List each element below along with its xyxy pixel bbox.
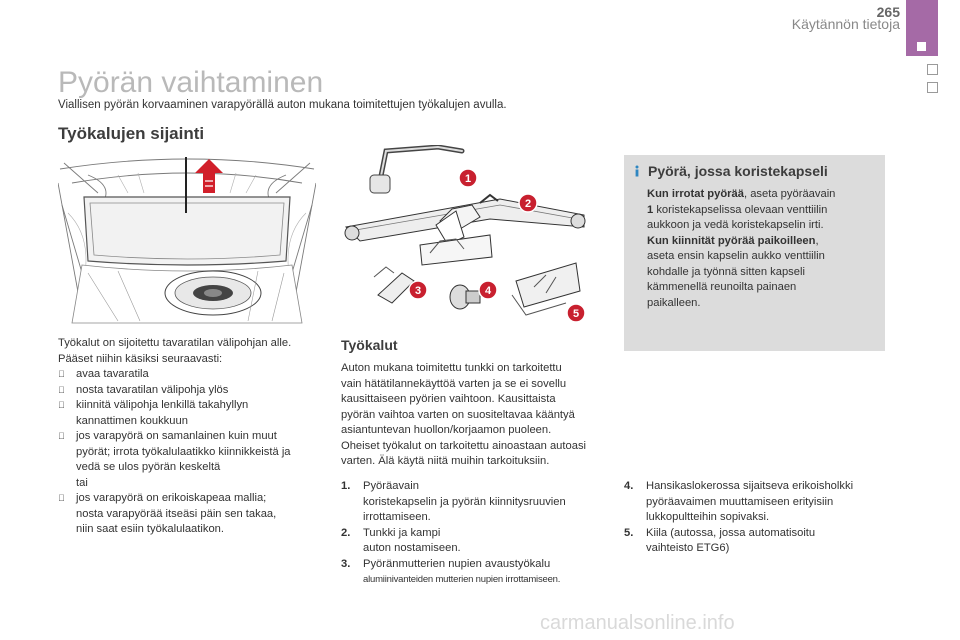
section-tab-active[interactable]	[906, 0, 938, 56]
bullet-icon	[58, 398, 76, 414]
bullet-icon	[58, 491, 76, 507]
callout-badge-icon	[518, 193, 538, 213]
page-title: Pyörän vaihtaminen	[58, 66, 324, 99]
step-text: jos varapyörä on samanlainen kuin muut	[76, 430, 277, 442]
svg-text:1: 1	[464, 173, 472, 185]
bullet-icon	[58, 367, 76, 383]
tools-paragraph-line: varten. Älä käytä niitä muihin tarkoituksiin.	[341, 455, 550, 467]
bullet-icon	[58, 429, 76, 445]
section-tab[interactable]	[927, 64, 938, 75]
info-bold: Kun kiinnität pyörää paikoilleen	[647, 234, 816, 247]
item-text: auton nostamiseen.	[363, 542, 461, 554]
location-intro-line: Työkalut on sijoitettu tavaratilan välipohjan alle.	[58, 337, 292, 349]
item-text: pyöräavaimen muuttamiseen erityisiin	[646, 495, 834, 508]
step-text: vedä se ulos pyörän keskeltä	[76, 461, 221, 473]
section-heading-location: Työkalujen sijainti	[58, 124, 205, 143]
info-ref-number: 1	[647, 203, 654, 216]
tools-paragraph-line: asiantuntevan huollon/korjaamon puoleen.	[341, 424, 552, 436]
info-body	[647, 187, 875, 311]
callout-4	[478, 280, 498, 305]
item-text: Hansikaslokerossa sijaitseva erikoisholkki	[646, 480, 854, 492]
list-item	[624, 526, 894, 542]
tools-list-right	[624, 479, 894, 557]
step-text: tai	[76, 476, 88, 489]
svg-text:3: 3	[414, 285, 422, 297]
info-text: kohdalle ja työnnä sitten kapseli	[647, 265, 805, 278]
page-subtitle: Viallisen pyörän korvaaminen varapyörällä auton mukana toimitettujen työkalujen avulla.	[58, 99, 507, 111]
callout-3	[408, 280, 428, 305]
step-text: nosta tavaratilan välipohja ylös	[76, 383, 229, 396]
info-bold: Kun irrotat pyörää	[647, 188, 744, 200]
item-number: 3.	[341, 557, 351, 570]
section-label: Käytännön tietoja	[791, 16, 900, 32]
callout-badge-icon	[478, 280, 498, 300]
tools-paragraph-line: Auton mukana toimitettu tunkki on tarkoitettu	[341, 362, 562, 374]
info-text: aukkoon ja vedä koristekapselin irti.	[647, 219, 824, 231]
tools-paragraph	[341, 361, 611, 470]
item-text: lukkopultteihin sopivaksi.	[646, 511, 770, 523]
watermark: carmanualsonline.info	[540, 612, 735, 634]
step-text: kiinnitä välipohja lenkillä takahyllyn	[76, 399, 249, 411]
list-item	[341, 526, 616, 542]
callout-5	[566, 303, 586, 328]
location-text	[58, 336, 328, 538]
step-text: pyörät; irrota työkalulaatikko kiinnikkeistä ja	[76, 445, 291, 458]
item-number: 1.	[341, 480, 351, 492]
item-text: Tunkki ja kampi	[363, 526, 441, 539]
trunk-illustration	[58, 153, 316, 325]
tools-paragraph-line: Oheiset työkalut on tarkoitettu ainoastaan autoasi	[341, 439, 587, 452]
item-note: alumiinivanteiden mutterien nupien irrottamiseen.	[363, 574, 561, 585]
info-icon	[632, 165, 642, 177]
info-text: koristekapselissa olevaan venttiilin	[653, 203, 828, 216]
step-text: niin saat esiin työkalulaatikon.	[76, 523, 225, 535]
info-text: , aseta pyöräavain	[743, 188, 836, 200]
svg-text:2: 2	[524, 198, 532, 210]
tools-paragraph-line: kausittaiseen pyörien vaihtoon. Kausittaista	[341, 393, 556, 405]
list-item	[341, 479, 616, 495]
svg-text:5: 5	[572, 308, 580, 320]
tab-square-icon	[917, 42, 926, 51]
bullet-icon	[58, 383, 76, 399]
section-heading-tools: Työkalut	[341, 337, 398, 353]
location-intro-line: Pääset niihin käsiksi seuraavasti:	[58, 352, 223, 365]
item-text: Pyöränmutterien nupien avaustyökalu	[363, 557, 551, 570]
info-box	[624, 155, 885, 351]
tools-paragraph-line: vain hätätilannekäyttöä varten ja se ei sovellu	[341, 377, 567, 390]
info-title: Pyörä, jossa koristekapseli	[648, 163, 828, 179]
item-text: irrottamiseen.	[363, 511, 431, 523]
tools-list-left	[341, 479, 616, 588]
item-number: 4.	[624, 480, 634, 492]
info-text: paikalleen.	[647, 296, 701, 309]
callout-1	[458, 168, 478, 193]
svg-text:4: 4	[484, 285, 492, 297]
step-text: jos varapyörä on erikoiskapeaa mallia;	[76, 492, 267, 504]
step-text: kannattimen koukkuun	[76, 414, 188, 427]
list-item	[624, 479, 894, 495]
step-text: avaa tavaratila	[76, 368, 149, 380]
item-text: vaihteisto ETG6)	[646, 542, 730, 554]
list-item	[341, 557, 616, 573]
trunk-drawing	[58, 153, 316, 325]
item-text: Pyöräavain	[363, 480, 419, 492]
item-number: 2.	[341, 526, 351, 539]
section-tab[interactable]	[927, 82, 938, 93]
item-text: koristekapselin ja pyörän kiinnitysruuvien	[363, 495, 566, 508]
step-text: nosta varapyörää itseäsi päin sen takaa,	[76, 507, 277, 520]
callout-2	[518, 193, 538, 218]
callout-badge-icon	[566, 303, 586, 323]
item-number: 5.	[624, 526, 634, 539]
info-text: aseta ensin kapselin aukko venttiilin	[647, 250, 825, 262]
callout-badge-icon	[408, 280, 428, 300]
item-text: Kiila (autossa, jossa automatisoitu	[646, 526, 816, 539]
info-text: ,	[815, 234, 819, 247]
tools-paragraph-line: pyörän vaihtoa varten on suositeltavaa kääntyä	[341, 408, 575, 421]
callout-badge-icon	[458, 168, 478, 188]
info-text: kämmenellä reunoilta painaen	[647, 281, 797, 293]
page-number: 265	[876, 4, 900, 20]
